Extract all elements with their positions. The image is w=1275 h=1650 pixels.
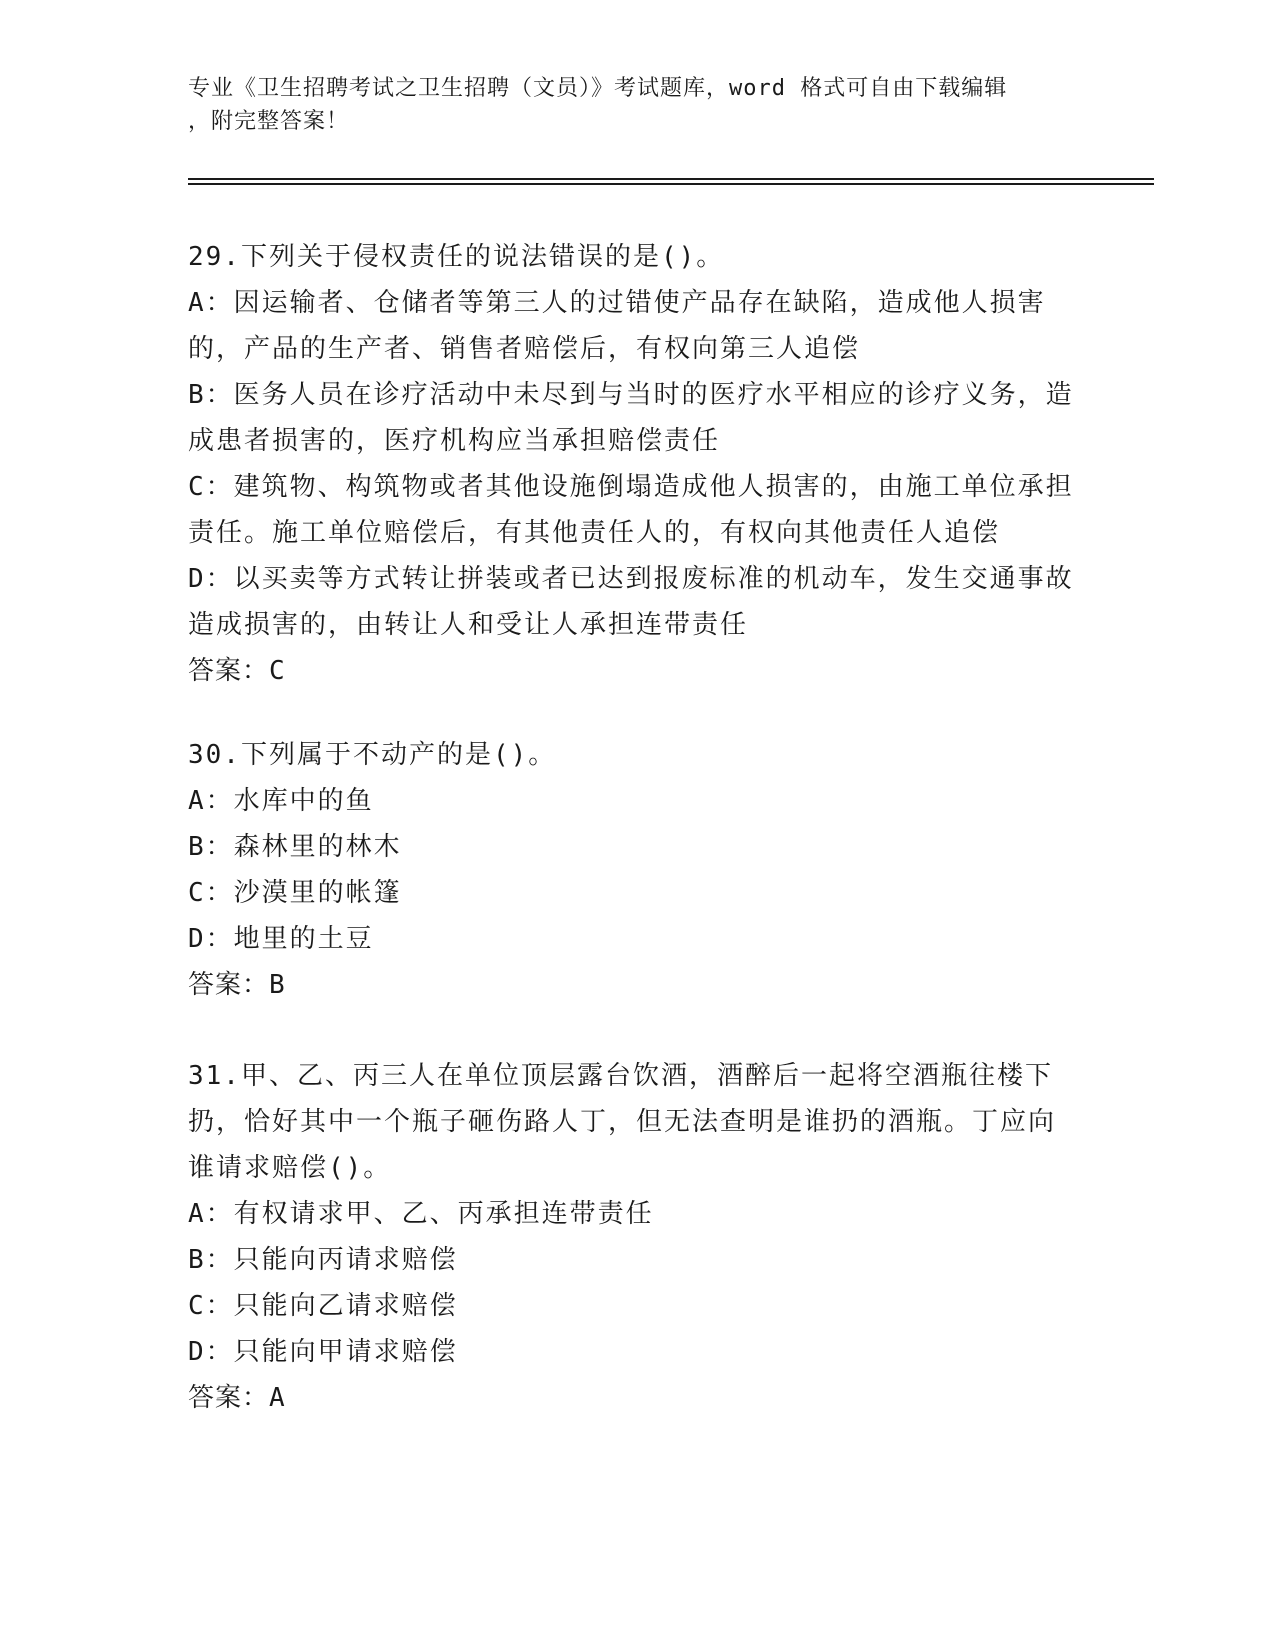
question-stem: 30.下列属于不动产的是()。 — [188, 740, 557, 770]
question-stem: 31.甲、乙、丙三人在单位顶层露台饮酒，酒醉后一起将空酒瓶往楼下扔，恰好其中一个瓶子砸伤路人丁，但无法查明是谁扔的酒瓶。丁应向谁请求赔偿()。 — [188, 1061, 1057, 1183]
option-b: B：医务人员在诊疗活动中未尽到与当时的医疗水平相应的诊疗义务，造成患者损害的，医疗机构应当承担赔偿责任 — [188, 380, 1074, 456]
answer: 答案：C — [188, 656, 286, 686]
answer: 答案：A — [188, 1383, 286, 1413]
option-a: A：水库中的鱼 — [188, 786, 374, 816]
header-divider-top — [188, 178, 1154, 180]
question-31 — [188, 1053, 1078, 1421]
answer: 答案：B — [188, 970, 286, 1000]
document-header — [188, 72, 1088, 138]
header-divider-bottom — [188, 183, 1154, 185]
option-a: A：因运输者、仓储者等第三人的过错使产品存在缺陷，造成他人损害的，产品的生产者、销售者赔偿后，有权向第三人追偿 — [188, 288, 1046, 364]
option-d: D：只能向甲请求赔偿 — [188, 1337, 458, 1367]
question-stem: 29.下列关于侵权责任的说法错误的是()。 — [188, 242, 725, 272]
question-29 — [188, 234, 1078, 694]
option-d: D：以买卖等方式转让拼装或者已达到报废标准的机动车，发生交通事故造成损害的，由转让人和受让人承担连带责任 — [188, 564, 1074, 640]
header-line-1: 专业《卫生招聘考试之卫生招聘（文员）》考试题库，word 格式可自由下载编辑 — [188, 76, 1008, 101]
option-a: A：有权请求甲、乙、丙承担连带责任 — [188, 1199, 654, 1229]
option-b: B：森林里的林木 — [188, 832, 402, 862]
option-d: D：地里的土豆 — [188, 924, 374, 954]
option-c: C：沙漠里的帐篷 — [188, 878, 402, 908]
question-30 — [188, 732, 1078, 1008]
option-c: C：只能向乙请求赔偿 — [188, 1291, 458, 1321]
option-b: B：只能向丙请求赔偿 — [188, 1245, 458, 1275]
option-c: C：建筑物、构筑物或者其他设施倒塌造成他人损害的，由施工单位承担责任。施工单位赔偿后，有其他责任人的，有权向其他责任人追偿 — [188, 472, 1074, 548]
header-line-2: ，附完整答案！ — [188, 109, 350, 134]
